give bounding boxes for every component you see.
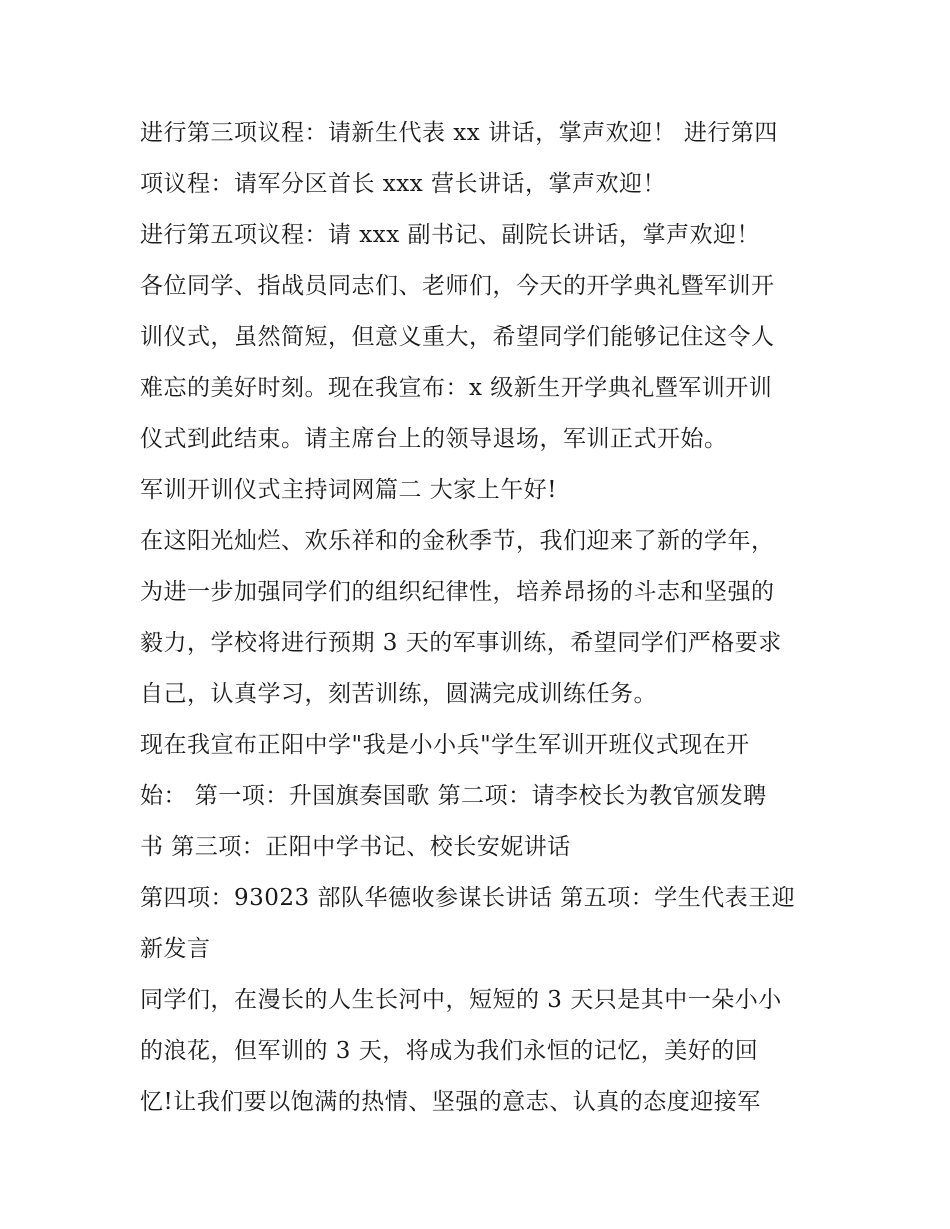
text-line-18: 同学们，在漫长的人生长河中，短短的 3 天只是其中一朵小小 (140, 987, 782, 1013)
text-line-9: 在这阳光灿烂、欢乐祥和的金秋季节，我们迎来了新的学年， (140, 528, 775, 554)
text-line-17: 新发言 (140, 936, 211, 962)
document-text-body (140, 108, 820, 1128)
text-line-8: 军训开训仪式主持词网篇二 大家上午好! (140, 477, 558, 503)
text-line-11: 毅力，学校将进行预期 3 天的军事训练，希望同学们严格要求 (140, 630, 782, 656)
text-line-3: 进行第五项议程：请 xxx 副书记、副院长讲话，掌声欢迎！ (140, 222, 761, 248)
text-line-6: 难忘的美好时刻。现在我宣布：x 级新生开学典礼暨军训开训 (140, 375, 773, 401)
text-line-14: 始： 第一项：升国旗奏国歌 第二项：请李校长为教官颁发聘 (140, 783, 767, 809)
text-line-4: 各位同学、指战员同志们、老师们，今天的开学典礼暨军训开 (140, 273, 775, 299)
text-line-10: 为进一步加强同学们的组织纪律性，培养昂扬的斗志和坚强的 (140, 579, 775, 605)
text-line-16: 第四项：93023 部队华德收参谋长讲话 第五项：学生代表王迎 (140, 885, 796, 911)
text-line-19: 的浪花，但军训的 3 天，将成为我们永恒的记忆，美好的回 (140, 1038, 759, 1064)
text-line-5: 训仪式，虽然简短，但意义重大，希望同学们能够记住这令人 (140, 324, 775, 350)
text-line-13: 现在我宣布正阳中学"我是小小兵"学生军训开班仪式现在开 (140, 732, 750, 758)
text-line-15: 书 第三项：正阳中学书记、校长安妮讲话 (140, 834, 571, 860)
text-line-1: 进行第三项议程：请新生代表 xx 讲话，掌声欢迎！ 进行第四 (140, 120, 778, 146)
text-line-20: 忆!让我们要以饱满的热情、坚强的意志、认真的态度迎接军 (140, 1089, 761, 1115)
text-line-12: 自己，认真学习，刻苦训练，圆满完成训练任务。 (140, 681, 657, 707)
text-line-7: 仪式到此结束。请主席台上的领导退场，军训正式开始。 (140, 426, 728, 452)
text-line-2: 项议程：请军分区首长 xxx 营长讲话，掌声欢迎！ (140, 171, 667, 197)
